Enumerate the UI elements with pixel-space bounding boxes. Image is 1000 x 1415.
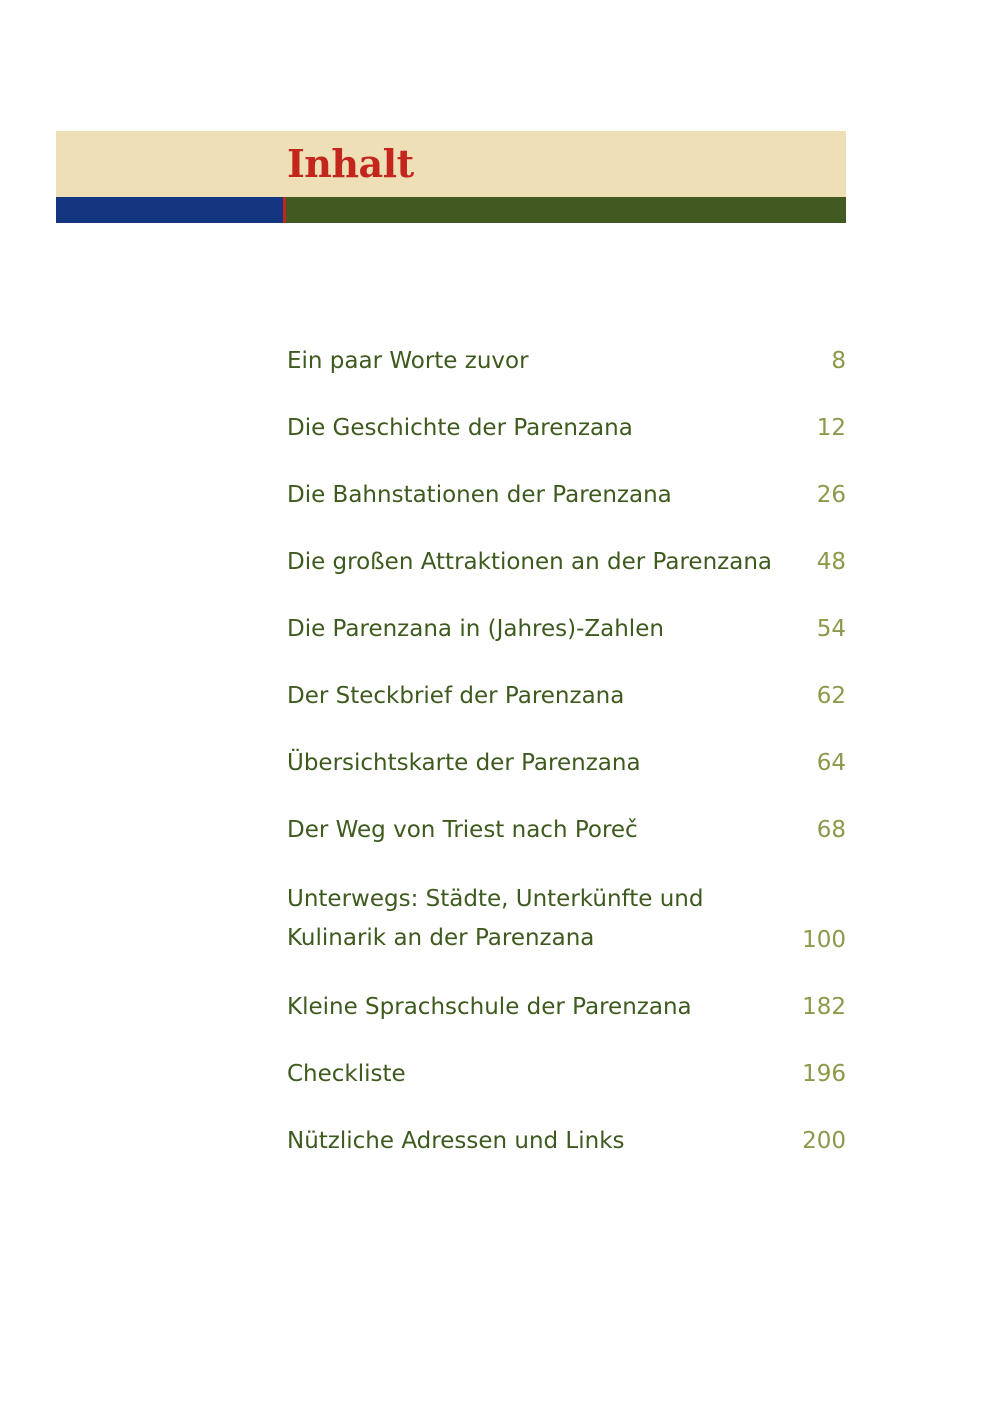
color-bar-blue: [56, 197, 283, 223]
toc-entry-title: Übersichtskarte der Parenzana: [287, 750, 641, 776]
toc-entry-page: 100: [802, 927, 846, 953]
toc-entry[interactable]: [287, 679, 846, 714]
page-title: Inhalt: [287, 141, 414, 186]
toc-entry-page: 68: [816, 817, 846, 843]
toc-entry-page: 8: [831, 348, 846, 374]
toc-entry[interactable]: [287, 411, 846, 446]
toc-entry-page: 26: [816, 482, 846, 508]
toc-entry-page: 12: [816, 415, 846, 441]
toc-entry[interactable]: [287, 1057, 846, 1092]
toc-entry-page: 182: [802, 994, 846, 1020]
toc-entry[interactable]: [287, 813, 846, 848]
color-bar-green: [286, 197, 846, 223]
toc-entry[interactable]: [287, 478, 846, 513]
header-band: [56, 131, 846, 197]
toc-entry-page: 200: [802, 1128, 846, 1154]
toc-entry[interactable]: [287, 612, 846, 647]
toc-entry-page: 62: [816, 683, 846, 709]
table-of-contents: [287, 344, 846, 1191]
toc-entry-title: Nützliche Adressen und Links: [287, 1128, 625, 1154]
toc-entry-page: 54: [816, 616, 846, 642]
toc-entry-page: 196: [802, 1061, 846, 1087]
toc-entry-title: Unterwegs: Städte, Unterkünfte und Kulinarik an der Parenzana: [287, 886, 704, 951]
toc-entry[interactable]: [287, 746, 846, 781]
color-bar: [56, 197, 846, 223]
toc-entry-title: Die Parenzana in (Jahres)-Zahlen: [287, 616, 664, 642]
toc-entry-page: 64: [816, 750, 846, 776]
toc-entry-title: Die Geschichte der Parenzana: [287, 415, 633, 441]
toc-entry-title: Die Bahnstationen der Parenzana: [287, 482, 672, 508]
toc-entry-title: Der Steckbrief der Parenzana: [287, 683, 625, 709]
toc-entry-title: Die großen Attraktionen an der Parenzana: [287, 549, 772, 575]
toc-entry-title: Ein paar Worte zuvor: [287, 348, 529, 374]
toc-entry[interactable]: [287, 880, 846, 958]
toc-entry-title: Kleine Sprachschule der Parenzana: [287, 994, 692, 1020]
toc-entry[interactable]: [287, 1124, 846, 1159]
toc-entry[interactable]: [287, 545, 846, 580]
toc-entry[interactable]: [287, 344, 846, 379]
toc-entry-title: Der Weg von Triest nach Poreč: [287, 817, 638, 843]
toc-entry-title: Checkliste: [287, 1061, 406, 1087]
toc-entry[interactable]: [287, 990, 846, 1025]
toc-entry-page: 48: [816, 549, 846, 575]
